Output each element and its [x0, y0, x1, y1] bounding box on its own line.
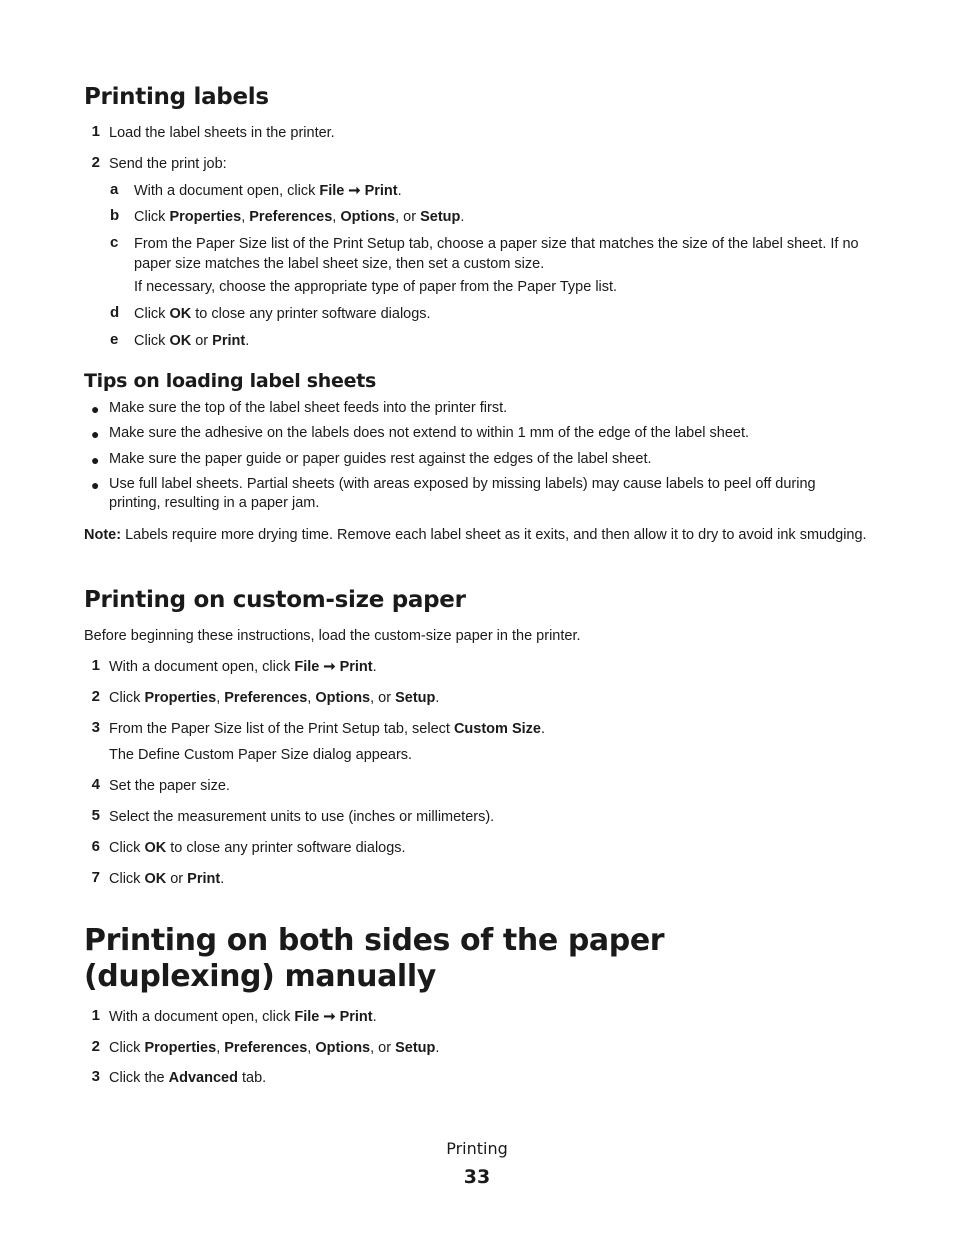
step-number: 3 — [91, 1068, 100, 1085]
list-item: Use full label sheets. Partial sheets (with areas exposed by missing labels) may cause labels to peel off during printing, resulting in a paper jam. — [109, 476, 816, 511]
step-number: 5 — [91, 807, 100, 824]
step-text: Click the Advanced tab. — [109, 1070, 267, 1086]
substep-letter: c — [110, 234, 119, 251]
substep-text: Click OK to close any printer software dialogs. — [134, 306, 431, 322]
heading-custom-size: Printing on custom-size paper — [84, 587, 466, 613]
step-number: 2 — [91, 1038, 100, 1055]
step-number: 2 — [91, 688, 100, 705]
bullet-icon: ● — [91, 452, 100, 468]
step-text: From the Paper Size list of the Print Setup tab, select Custom Size. — [109, 721, 545, 737]
page-number: 33 — [463, 1166, 491, 1188]
step-number: 1 — [91, 1007, 100, 1024]
heading-duplexing: Printing on both sides of the paper (duplexing) manually — [84, 923, 665, 994]
substep-text: With a document open, click File ➞ Print. — [134, 183, 402, 199]
substep-letter: a — [110, 181, 119, 198]
substep-note: If necessary, choose the appropriate type of paper from the Paper Type list. — [134, 279, 618, 295]
step-text: Click OK or Print. — [109, 871, 225, 887]
substep-text: Click OK or Print. — [134, 333, 250, 349]
bullet-icon: ● — [91, 426, 100, 442]
list-item: Make sure the top of the label sheet feeds into the printer first. — [109, 400, 508, 416]
step-number: 2 — [91, 154, 100, 171]
substep-text: Click Properties, Preferences, Options, or Setup. — [134, 209, 465, 225]
step-number: 3 — [91, 719, 100, 736]
step-number: 1 — [91, 657, 100, 674]
note-paragraph: Note: Labels require more drying time. Remove each label sheet as it exits, and then allow it to dry to avoid ink smudging. — [84, 527, 867, 543]
step-number: 7 — [91, 869, 100, 886]
list-item: Make sure the paper guide or paper guides rest against the edges of the label sheet. — [109, 451, 652, 467]
bullet-icon: ● — [91, 477, 100, 493]
footer-section-label: Printing — [446, 1139, 508, 1158]
step-text: Load the label sheets in the printer. — [109, 125, 335, 141]
step-number: 1 — [91, 123, 100, 140]
substep-letter: d — [110, 304, 120, 321]
step-text: Click Properties, Preferences, Options, or Setup. — [109, 690, 440, 706]
step-note: The Define Custom Paper Size dialog appears. — [109, 747, 413, 763]
step-text: Click Properties, Preferences, Options, or Setup. — [109, 1040, 440, 1056]
bullet-icon: ● — [91, 401, 100, 417]
step-number: 6 — [91, 838, 100, 855]
step-text: Set the paper size. — [109, 778, 230, 794]
step-text: With a document open, click File ➞ Print. — [109, 1009, 377, 1025]
substep-letter: e — [110, 331, 119, 348]
list-item: Make sure the adhesive on the labels does not extend to within 1 mm of the edge of the label sheet. — [109, 425, 750, 441]
step-text: With a document open, click File ➞ Print. — [109, 659, 377, 675]
step-text: Send the print job: — [109, 156, 227, 172]
step-number: 4 — [91, 776, 100, 793]
substep-letter: b — [110, 207, 120, 224]
intro-paragraph: Before beginning these instructions, load the custom-size paper in the printer. — [84, 628, 581, 644]
heading-printing-labels: Printing labels — [84, 84, 269, 110]
heading-tips: Tips on loading label sheets — [84, 370, 376, 392]
step-text: Click OK to close any printer software dialogs. — [109, 840, 406, 856]
substep-text: From the Paper Size list of the Print Setup tab, choose a paper size that matches the size of the label sheet. If no paper size matches the label sheet size, then set a custom size. — [134, 236, 859, 272]
step-text: Select the measurement units to use (inches or millimeters). — [109, 809, 495, 825]
